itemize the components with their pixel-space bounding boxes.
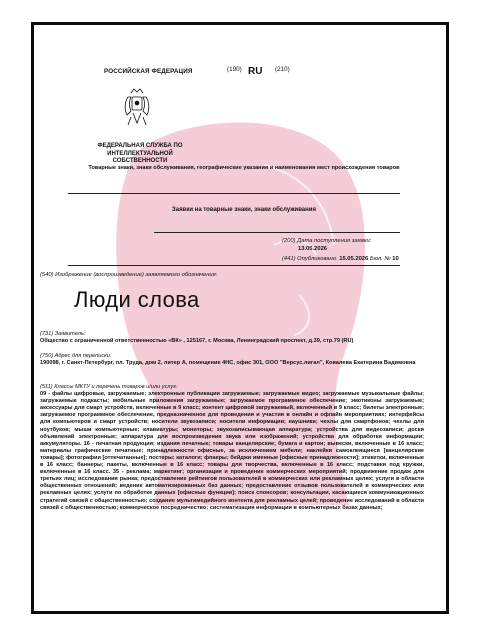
divider — [154, 232, 400, 233]
correspondence-label: (750) Адрес для переписки: — [40, 353, 112, 359]
country-code: RU — [248, 66, 263, 77]
country-name: РОССИЙСКАЯ ФЕДЕРАЦИЯ — [104, 68, 193, 75]
classes-block — [40, 384, 424, 512]
correspondence-value: 190098, г. Санкт-Петербург, пл. Труда, дом 2, литер А, помещение 4НС, офис 301, ООО "Версус.лигал", Ковалева Екатерина Вадимовна — [40, 360, 416, 367]
correspondence-block — [40, 353, 424, 367]
bulletin-number: 10 — [392, 256, 399, 262]
bulletin-label: Бюл. № — [369, 256, 391, 262]
agency-name: ФЕДЕРАЛЬНАЯ СЛУЖБА ПО ИНТЕЛЛЕКТУАЛЬНОЙ СОБСТВЕННОСТИ — [97, 143, 183, 164]
publication-label: (441) Опубликовано: — [282, 256, 338, 262]
publication-line — [282, 255, 399, 265]
coat-of-arms-icon — [122, 83, 152, 137]
document-page — [31, 22, 449, 614]
trademark-text: Люди слова — [74, 287, 200, 312]
applicant-label: (731) Заявитель: — [40, 331, 86, 337]
classes-label: (511) Классы МКТУ и перечень товаров и/или услуг: — [40, 384, 178, 390]
applicant-value: Общество с ограниченной ответственностью «ВК» , 125167, г. Москва, Ленинградский проспект, д.39, стр.79 (RU) — [40, 338, 354, 345]
classes-text: 09 - файлы цифровые, загружаемые; электронные публикации загружаемые; загружаемые видео; загружаемые музыкальные файлы; загружаемые подкасты; мобильные приложения загружаемые; загружаемое программное обеспечение; эмотиконы загружаемые; аксессуары для смарт устройств, включенные в 9 класс; контент цифровой загружаемый, включенный в 9 класс; билеты электронные; загружаемое программное обеспечение, предназначенное для проведения и участия в онлайн и офлайн мероприятиях; интерфейсы для компьютеров и смарт устройств; носители звукозаписи; носители информации; наушники; чехлы для смартфонов; чехлы для ноутбуков; мыши компьютерные; клавиатуры; мониторы; звукозаписывающая аппаратура; устройства для видеозаписи; доски объявлений электронные; аппаратура для воспроизведения звука или изображений; устройства для обработки информации; аккумуляторы. 16 - печатная продукция; издания печатные; товары канцелярские; бумага и картон; вывески, включенные в 16 класс; материалы графические печатные; принадлежности офисные, за исключением мебели; наклейки самоклеящиеся [канцелярские товары]; фотографии [отпечатанные]; постеры; каталоги; флаеры; бейджи именные [офисные принадлежности]; этикетки, включенные в 16 класс; баннеры; пакеты, включенные в 16 класс; товары для творчества, включенные в 16 класс; подставки под кружки, включенные в 16 класс. 35 - реклама; маркетинг; организация и проведение коммерческих мероприятий; продвижение продаж для третьих лиц; исследования рынка; предоставление рейтингов пользователей в коммерческих или рекламных целях; услуги в области общественных отношений; ведение автоматизированных баз данных; предоставление отзывов пользователей в коммерческих или рекламных целях; услуги по обработке данных [офисные функции]; поиск спонсоров; консультации, касающиеся коммуникационных стратегий связей с общественностью; создание мультимедийного контента для рекламных целей; проведение исследований в области связей с общественностью; коммерческое посредничество; систематизация информации в компьютерных базах данных; — [40, 391, 424, 511]
filing-date-value: 13.05.2026 — [298, 246, 328, 252]
divider — [68, 193, 400, 194]
image-label: (540) Изображение (воспроизведение) заявляемого обозначения: — [40, 272, 218, 278]
applicant-block — [40, 331, 424, 345]
code-190: (190) — [227, 66, 242, 73]
divider — [68, 265, 400, 266]
publication-date: 15.05.2026 — [339, 256, 369, 262]
code-210: (210) — [275, 66, 290, 73]
document-subtitle: Товарные знаки, знаки обслуживания, географические указания и наименования мест происхождения товаров — [88, 165, 400, 171]
filing-date-label: (200) Дата поступления заявки: — [282, 238, 372, 244]
section-title: Заявки на товарные знаки, знаки обслуживания — [172, 207, 316, 213]
